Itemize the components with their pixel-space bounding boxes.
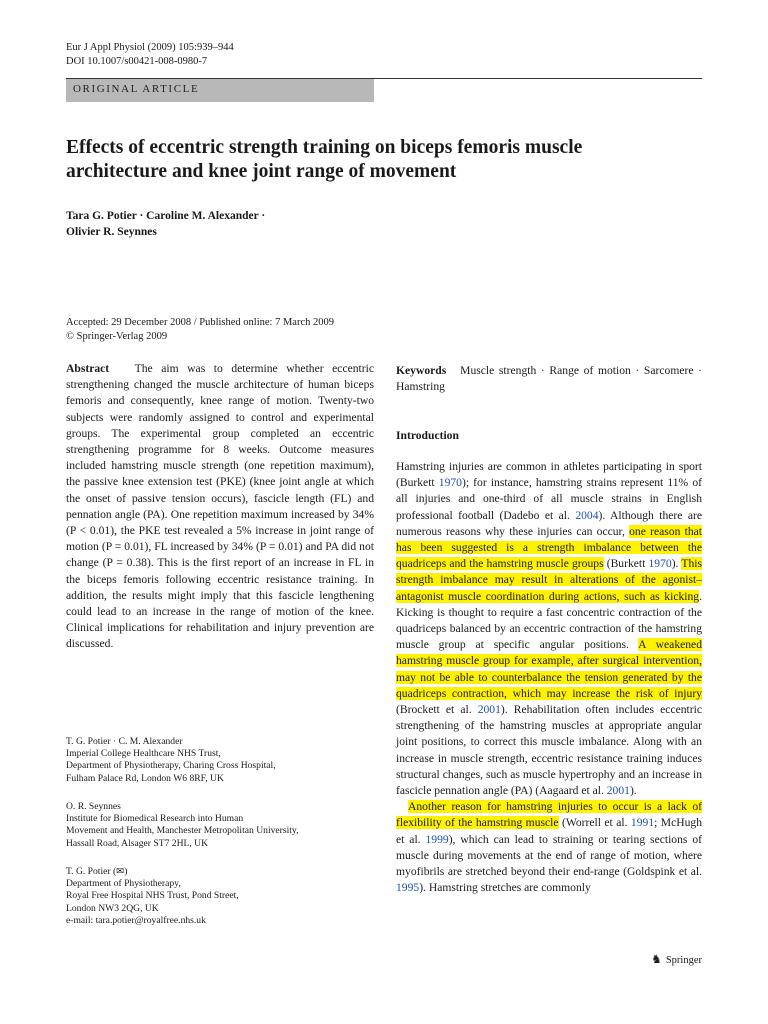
affiliation-line: Institute for Biomedical Research into Human <box>66 813 244 825</box>
keywords-text: Muscle strength · Range of motion · Sarcomere · Hamstring <box>396 364 702 394</box>
affiliation-2 <box>66 801 299 850</box>
intro-paragraph-1 <box>396 459 702 799</box>
author-line-1: Tara G. Potier · Caroline M. Alexander · <box>66 210 266 222</box>
highlighted-text: A weakened hamstring muscle group for example, after surgical intervention, may not be able to counterbalance the tension generated by the quadriceps contraction, which may increase the risk of injury <box>396 638 703 700</box>
affiliation-line: Department of Physiotherapy, <box>66 878 181 890</box>
text-run: ). Rehabilitation often includes eccentric strengthening of the hamstring muscles at appropriate angular joint positions, to correct this muscle imbalance. Along with an increase in muscle strength, eccentric resistance training induces structural changes, such as muscle hypertrophy and an increase in fascicle pennation angle (PA) (Aagaard et al. <box>396 703 702 798</box>
citation-year-link[interactable]: 2001 <box>606 784 630 798</box>
abstract-label: Abstract <box>66 362 110 375</box>
accepted-published-dates: Accepted: 29 December 2008 / Published online: 7 March 2009 <box>66 317 334 328</box>
affiliation-names: T. G. Potier · C. M. Alexander <box>66 736 183 747</box>
copyright-notice: © Springer-Verlag 2009 <box>66 330 168 342</box>
keywords <box>396 363 702 395</box>
affiliation-line: London NW3 2QG, UK <box>66 902 159 914</box>
intro-paragraph-2 <box>396 799 702 896</box>
abstract-text: The aim was to determine whether eccentric strengthening changed the muscle architecture of human biceps femoris and consequently, knee range of motion. Twenty-two subjects were randomly assigned to control and experimental groups. The experimental group completed an eccentric strengthening programme for 8 weeks. Outcome measures included hamstring muscle strength (one repetition maximum), the passive knee extension test (PKE) (knee joint angle at which the onset of passive tension occurs), fascicle length (FL) and pennation angle (PA). One repetition maximum increased by 34% (P < 0.01), the PKE test revealed a 5% increase in joint range of motion (P = 0.01), FL increased by 34% (P = 0.01) and PA did not change (P = 0.38). This is the first report of an increase in FL in the biceps femoris following eccentric resistance training. In addition, the results might imply that this fascicle lengthening could lead to an increase in the range of motion of the knee. Clinical implications for rehabilitation and injury prevention are discussed. <box>66 362 374 651</box>
publisher-name: Springer <box>665 955 702 966</box>
highlighted-text: Another reason for hamstring injuries to occur is a lack of flexibility of the hamstring muscle <box>396 800 702 830</box>
affiliation-line: Imperial College Healthcare NHS Trust, <box>66 748 221 760</box>
highlighted-text: one reason that has been suggested is a strength imbalance between the quadriceps and the hamstring muscle groups <box>396 524 702 571</box>
author-line-2: Olivier R. Seynnes <box>66 226 157 238</box>
affiliation-3 <box>66 866 239 927</box>
text-run: (Brockett et al. <box>396 703 478 717</box>
affiliation-line: Fulham Palace Rd, London W6 8RF, UK <box>66 772 224 784</box>
text-run: ). <box>671 557 682 571</box>
affiliation-names: O. R. Seynnes <box>66 801 121 812</box>
citation-year-link[interactable]: 2001 <box>477 703 501 717</box>
highlighted-text: This strength imbalance may result in alterations of the agonist–antagonist muscle coordination during actions, such as kicking <box>396 557 702 603</box>
paper-title: Effects of eccentric strength training on biceps femoris muscle architecture and knee joint range of movement <box>66 137 583 182</box>
citation-year-link[interactable]: 2004 <box>575 508 599 522</box>
citation-year-link[interactable]: 1999 <box>425 832 449 846</box>
journal-header <box>66 41 234 69</box>
doi[interactable]: DOI 10.1007/s00421-008-0980-7 <box>66 56 208 67</box>
text-run: ), which can lead to straining or tearing sections of muscle during movements at the end of range of motion, where myofibrils are stretched beyond their end-range (Goldspink et al. <box>396 832 702 879</box>
springer-horse-icon: ♞ <box>651 952 662 966</box>
text-run: ; McHugh et al. <box>396 816 702 846</box>
journal-citation: Eur J Appl Physiol (2009) 105:939–944 <box>66 42 234 53</box>
article-type-banner: ORIGINAL ARTICLE <box>66 79 374 102</box>
text-run: ). Hamstring stretches are commonly <box>419 881 591 895</box>
keywords-label: Keywords <box>396 364 447 377</box>
affiliation-line: Department of Physiotherapy, Charing Cross Hospital, <box>66 760 276 772</box>
citation-year-link[interactable]: 1970 <box>438 476 462 490</box>
abstract <box>66 361 374 653</box>
text-run: ). Although there are numerous reasons why these injuries can occur, <box>396 508 702 538</box>
author-list <box>66 208 265 240</box>
introduction-body <box>396 459 702 896</box>
affiliation-line: Movement and Health, Manchester Metropolitan University, <box>66 825 299 837</box>
page-footer <box>651 952 702 967</box>
affiliation-1 <box>66 736 276 785</box>
affiliation-line: Royal Free Hospital NHS Trust, Pond Street, <box>66 890 239 902</box>
affiliation-names: T. G. Potier (✉) <box>66 866 128 877</box>
text-run: . Kicking is thought to require a fast concentric contraction of the quadriceps balanced by an eccentric contraction of the hamstring muscle group at specific angular positions. <box>396 589 702 652</box>
text-run: Hamstring injuries are common in athletes participating in sport (Burkett <box>396 460 702 490</box>
contact-email[interactable]: e-mail: tara.potier@royalfree.nhs.uk <box>66 914 206 926</box>
text-run: (Worrell et al. <box>558 816 631 830</box>
text-run: (Burkett <box>603 557 649 571</box>
text-run: ); for instance, hamstring strains represent 11% of all injuries and one-third of all muscle strains in English professional football (Dadebo et al. <box>396 476 702 522</box>
citation-year-link[interactable]: 1991 <box>630 816 655 830</box>
citation-year-link[interactable]: 1970 <box>648 557 672 571</box>
introduction-heading: Introduction <box>396 429 459 442</box>
text-run: ). <box>629 784 637 798</box>
citation-year-link[interactable]: 1995 <box>396 881 420 895</box>
affiliation-line: Hassall Road, Alsager ST7 2HL, UK <box>66 837 209 849</box>
publication-dates <box>66 316 334 343</box>
